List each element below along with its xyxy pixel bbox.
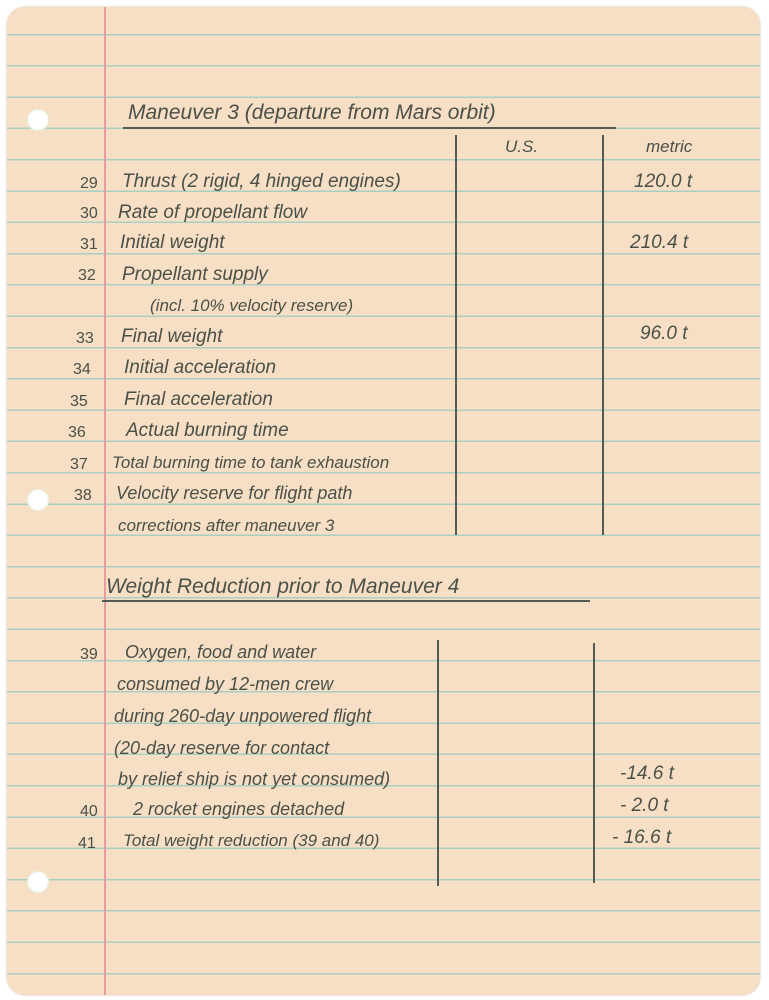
column-header-metric: metric xyxy=(646,137,693,156)
row-label: 2 rocket engines detached xyxy=(133,799,345,819)
row-label: Oxygen, food and water xyxy=(125,642,317,662)
row-metric-value: 120.0 t xyxy=(634,171,693,192)
row-label: Initial acceleration xyxy=(124,357,277,378)
row-number: 35 xyxy=(70,393,88,410)
punch-hole xyxy=(27,871,49,893)
row-label: Total burning time to tank exhaustion xyxy=(112,453,390,472)
row-number: 40 xyxy=(80,803,98,820)
column-divider xyxy=(602,135,604,535)
row-label: Velocity reserve for flight path xyxy=(116,483,353,503)
row-label-continued: (incl. 10% velocity reserve) xyxy=(150,296,354,315)
row-metric-value: 96.0 t xyxy=(640,323,688,344)
title-underline xyxy=(102,600,590,602)
row-label-continued: during 260-day unpowered flight xyxy=(114,706,372,726)
row-number: 33 xyxy=(76,330,94,347)
column-divider xyxy=(437,640,439,886)
row-number: 39 xyxy=(80,646,98,663)
row-number: 29 xyxy=(80,175,98,192)
row-label: Initial weight xyxy=(120,232,225,253)
row-label-continued: corrections after maneuver 3 xyxy=(118,516,335,535)
margin-line xyxy=(104,7,106,995)
row-number: 30 xyxy=(80,205,98,222)
row-label: Final weight xyxy=(121,326,223,347)
row-metric-value: 210.4 t xyxy=(630,232,689,253)
row-number: 31 xyxy=(80,236,98,253)
row-metric-value: -14.6 t xyxy=(620,763,674,784)
punch-hole xyxy=(27,109,49,131)
section-title: Maneuver 3 (departure from Mars orbit) xyxy=(128,101,496,124)
row-label-continued: consumed by 12-men crew xyxy=(117,674,334,694)
column-divider xyxy=(455,135,457,535)
row-label: Final acceleration xyxy=(124,389,273,410)
column-header-us: U.S. xyxy=(505,137,539,156)
row-label: Actual burning time xyxy=(126,420,289,441)
row-number: 41 xyxy=(78,835,96,852)
row-metric-value: - 2.0 t xyxy=(620,795,669,816)
row-number: 37 xyxy=(70,456,88,473)
section-title: Weight Reduction prior to Maneuver 4 xyxy=(106,575,460,598)
row-number: 38 xyxy=(74,487,92,504)
row-metric-value: - 16.6 t xyxy=(612,827,672,848)
row-label-continued: (20-day reserve for contact xyxy=(114,738,330,758)
row-number: 32 xyxy=(78,267,96,284)
row-number: 36 xyxy=(68,424,86,441)
row-label-continued: by relief ship is not yet consumed) xyxy=(118,769,391,789)
row-label: Thrust (2 rigid, 4 hinged engines) xyxy=(122,171,401,192)
title-underline xyxy=(123,127,616,129)
row-label: Propellant supply xyxy=(122,264,268,285)
row-label: Rate of propellant flow xyxy=(118,202,308,223)
row-label: Total weight reduction (39 and 40) xyxy=(123,831,380,850)
row-number: 34 xyxy=(73,361,91,378)
punch-hole xyxy=(27,489,49,511)
column-divider xyxy=(593,643,595,883)
